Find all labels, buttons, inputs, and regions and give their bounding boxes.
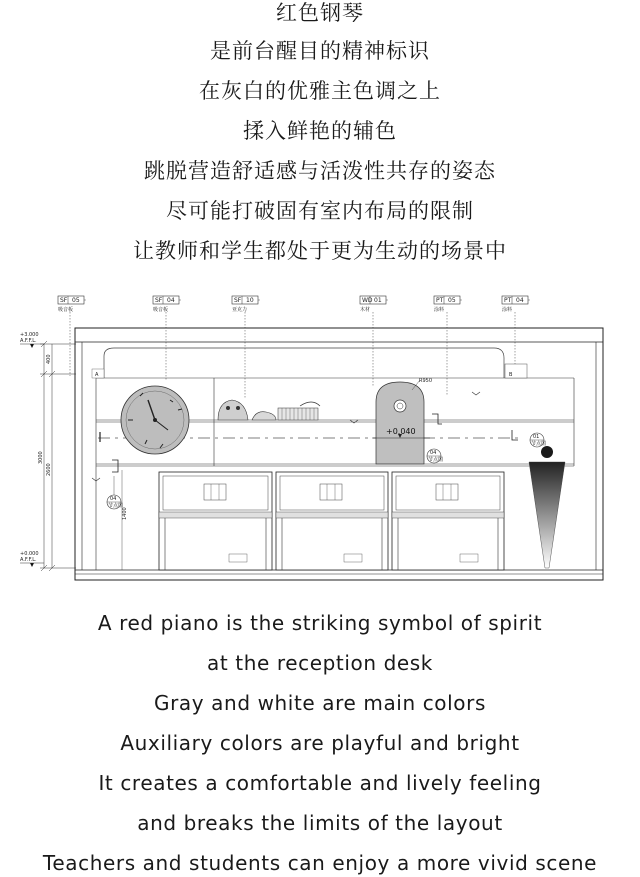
desk-dimension: 1400: [122, 507, 128, 520]
material-tag-desc: 涂料: [502, 307, 513, 313]
material-tag-4: [360, 296, 388, 313]
level-bottom-sub: A.F.F.L.: [20, 557, 37, 563]
material-tag-num: 04: [167, 297, 175, 304]
material-tag-desc: 涂料: [434, 307, 445, 313]
callout-mid: [427, 449, 443, 463]
radius-mark: R950: [419, 378, 433, 384]
material-tag-code: WD: [362, 297, 373, 304]
chinese-line-6: 尽可能打破固有室内布局的限制: [166, 199, 474, 223]
english-line-7: Teachers and students can enjoy a more vivid scene: [42, 851, 598, 875]
desk-module-1: [159, 472, 272, 570]
material-tag-desc: 吸音板: [58, 307, 74, 313]
chinese-line-5: 跳脱营造舒适感与活泼性共存的姿态: [144, 159, 496, 183]
english-line-1: A red piano is the striking symbol of spirit: [97, 611, 543, 635]
dimension-middle: 2600: [46, 463, 52, 476]
chinese-line-4: 揉入鲜艳的辅色: [243, 119, 397, 143]
material-tag-desc: 吸音板: [153, 307, 169, 313]
material-tag-desc: 亚克力: [232, 307, 248, 313]
level-marker-top: [20, 332, 44, 348]
material-tag-3: [232, 296, 260, 313]
english-line-6: and breaks the limits of the layout: [137, 811, 503, 835]
section-label-b: B: [509, 372, 513, 378]
material-tag-code: SF: [155, 297, 163, 304]
material-tag-2: [153, 296, 181, 313]
material-tag-num: 10: [246, 297, 254, 304]
shelf-decorations: [218, 400, 358, 423]
material-tag-num: 05: [448, 297, 456, 304]
desk-module-3: [392, 472, 504, 570]
material-tag-code: PT: [504, 297, 512, 304]
chinese-line-7: 让教师和学生都处于更为生动的场景中: [133, 239, 507, 263]
callout-left-desc: 节点图: [108, 503, 124, 509]
material-tag-code: SF: [60, 297, 68, 304]
dimension-upper: 400: [46, 354, 52, 364]
chinese-line-2: 是前台醒目的精神标识: [210, 39, 430, 63]
desk-module-2: [276, 472, 388, 570]
dimension-overall: 3000: [38, 451, 44, 464]
material-tag-num: 04: [516, 297, 524, 304]
material-tag-num: 01: [374, 297, 382, 304]
level-marker-bottom: [20, 551, 44, 567]
level-top-sub: A.F.F.L.: [20, 338, 37, 344]
dimension-lines-left: [40, 341, 76, 571]
callout-mid-num: 04: [430, 450, 437, 456]
material-tag-5: [434, 296, 462, 313]
english-line-2: at the reception desk: [207, 651, 433, 675]
arch-feature: [372, 378, 432, 464]
human-figure: [529, 446, 565, 568]
clock-decoration: [121, 386, 189, 454]
material-tag-code: PT: [436, 297, 444, 304]
tag-leader-lines: [70, 312, 515, 398]
callout-right-desc: 节点图: [531, 441, 547, 447]
section-label-a: A: [95, 372, 99, 378]
callout-right-num: 01: [533, 434, 540, 440]
reception-elevation-drawing: [0, 280, 640, 600]
chinese-line-3: 在灰白的优雅主色调之上: [199, 79, 441, 103]
callout-left: [107, 476, 123, 509]
chinese-line-1: 红色钢琴: [276, 1, 364, 25]
material-tag-1: [58, 296, 86, 313]
level-bottom-text: +0.000: [20, 551, 39, 557]
elevation-mark: +0.040: [386, 427, 416, 436]
level-top-text: +3.000: [20, 332, 39, 338]
material-tag-6: [502, 296, 530, 313]
english-line-5: It creates a comfortable and lively feeling: [98, 771, 542, 795]
ceiling-panel-outline: [104, 348, 504, 378]
english-line-4: Auxiliary colors are playful and bright: [120, 731, 520, 755]
callout-right: [530, 433, 546, 447]
material-tag-code: SF: [234, 297, 242, 304]
english-line-3: Gray and white are main colors: [154, 691, 486, 715]
material-tag-desc: 木材: [360, 307, 371, 313]
callout-mid-desc: 节点图: [428, 457, 444, 463]
material-tag-num: 05: [72, 297, 80, 304]
callout-left-num: 04: [110, 496, 117, 502]
